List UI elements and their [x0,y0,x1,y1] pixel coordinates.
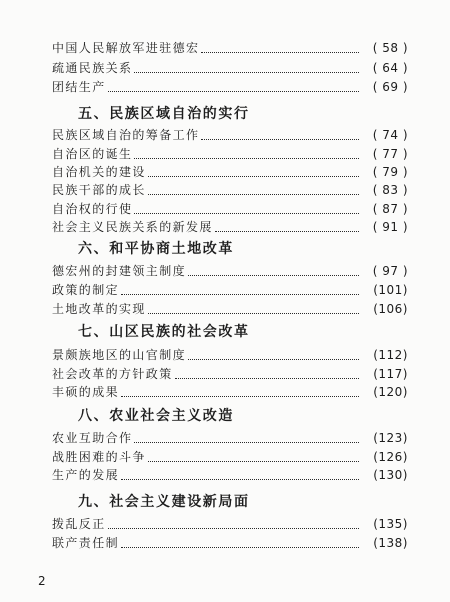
entry-title: 团结生产 [52,80,106,94]
entry-title: 景颇族地区的山官制度 [52,348,187,362]
dot-leader [121,396,359,397]
dot-leader [108,91,359,92]
entry-page: ( 83 ) [372,183,408,197]
toc-entry [52,515,408,533]
toc-entry [52,78,408,96]
entry-title: 自治区的诞生 [52,147,133,161]
entry-page: (123) [373,431,408,445]
dot-leader [121,479,359,480]
toc-entry [52,448,408,466]
dot-leader [121,547,359,548]
entry-page: ( 64 ) [372,61,408,75]
entry-page: ( 79 ) [372,165,408,179]
entry-title: 德宏州的封建领主制度 [52,264,187,278]
dot-leader [201,52,359,53]
dot-leader [134,213,359,214]
toc-entry [52,346,408,364]
dot-leader [148,176,359,177]
section-heading: 八、农业社会主义改造 [78,408,234,424]
entry-title: 自治机关的建设 [52,165,146,179]
toc-entry [52,145,408,163]
toc-entry [52,200,408,218]
entry-title: 土地改革的实现 [52,302,146,316]
entry-page: (117) [373,367,408,381]
entry-title: 社会改革的方针政策 [52,367,173,381]
toc-entry [52,281,408,299]
entry-title: 联产责任制 [52,536,120,550]
entry-page: ( 58 ) [372,41,408,55]
dot-leader [148,194,359,195]
toc-entry [52,262,408,280]
toc-entry [52,126,408,144]
entry-page: ( 87 ) [372,202,408,216]
dot-leader [134,158,359,159]
dot-leader [121,294,359,295]
toc-entry [52,429,408,447]
entry-page: ( 91 ) [372,220,408,234]
entry-page: ( 77 ) [372,147,408,161]
toc-entry [52,383,408,401]
entry-page: (101) [373,283,408,297]
dot-leader [148,461,359,462]
entry-page: ( 97 ) [372,264,408,278]
toc-entry [52,218,408,236]
toc-entry [52,466,408,484]
section-heading: 六、和平协商土地改革 [78,241,234,257]
dot-leader [148,313,359,314]
dot-leader [188,359,359,360]
entry-title: 拨乱反正 [52,517,106,531]
entry-title: 农业互助合作 [52,431,133,445]
entry-page: (112) [373,348,408,362]
dot-leader [134,72,359,73]
entry-title: 丰硕的成果 [52,385,120,399]
dot-leader [175,378,359,379]
entry-page: (106) [373,302,408,316]
entry-page: (135) [373,517,408,531]
entry-page: (130) [373,468,408,482]
entry-title: 中国人民解放军进驻德宏 [52,41,200,55]
entry-page: (120) [373,385,408,399]
toc-entry [52,300,408,318]
entry-title: 战胜困难的斗争 [52,450,146,464]
section-heading: 九、社会主义建设新局面 [78,494,250,510]
dot-leader [188,275,359,276]
entry-title: 社会主义民族关系的新发展 [52,220,213,234]
toc-entry [52,534,408,552]
entry-page: ( 69 ) [372,80,408,94]
entry-title: 自治权的行使 [52,202,133,216]
entry-title: 生产的发展 [52,468,120,482]
section-heading: 五、民族区域自治的实行 [78,106,250,122]
entry-page: (126) [373,450,408,464]
toc-entry [52,181,408,199]
entry-title: 政策的制定 [52,283,120,297]
entry-page: (138) [373,536,408,550]
section-heading: 七、山区民族的社会改革 [78,324,250,340]
entry-title: 疏通民族关系 [52,61,133,75]
dot-leader [215,231,359,232]
dot-leader [108,528,359,529]
entry-page: ( 74 ) [372,128,408,142]
toc-entry [52,39,408,57]
toc-entry [52,163,408,181]
page-number: 2 [38,574,46,588]
toc-entry [52,365,408,383]
toc-entry [52,59,408,77]
dot-leader [134,442,359,443]
entry-title: 民族干部的成长 [52,183,146,197]
dot-leader [201,139,359,140]
entry-title: 民族区域自治的筹备工作 [52,128,200,142]
